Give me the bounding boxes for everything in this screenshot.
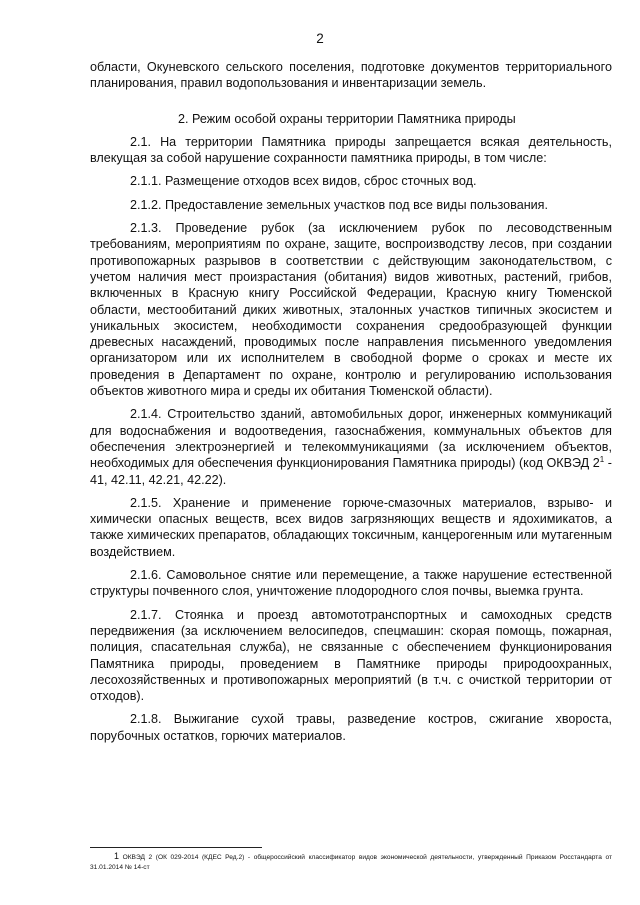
page-number: 2 [316, 31, 324, 46]
footnote [90, 851, 612, 873]
paragraph-2-1-2: 2.1.2. Предоставление земельных участков под все виды пользования. [130, 197, 549, 212]
document-body [90, 59, 612, 751]
footnote-reference: 1 [599, 455, 605, 465]
paragraph-continuation: области, Окуневского сельского поселения, подготовке документов территориального планирования, правил водопользования и инвентаризации земель. [90, 60, 612, 91]
paragraph-2-1-4 [90, 406, 612, 487]
paragraph-2-1-6: 2.1.6. Самовольное снятие или перемещение, а также нарушение естественной структуры почвенного слоя, уничтожение плодородного слоя почвы, выемка грунта. [90, 568, 612, 599]
footnote-separator [90, 847, 262, 848]
paragraph-2-1-5: 2.1.5. Хранение и применение горюче-смазочных материалов, взрыво- и химически опасных веществ, всех видов загрязняющих веществ и ядохимикатов, а также химических препаратов, обладающих токсичным, канцерогенным или мутагенным воздействием. [90, 495, 612, 559]
footnote-text: ОКВЭД 2 (ОК 029-2014 (КДЕС Ред.2) - общероссийский классификатор видов экономической деятельности, утвержденный Приказом Росстандарта от 31.01.2014 № 14-ст [90, 854, 612, 871]
paragraph-2-1-1: 2.1.1. Размещение отходов всех видов, сброс сточных вод. [130, 174, 477, 189]
paragraph-2-1-3: 2.1.3. Проведение рубок (за исключением рубок по лесоводственным требованиям, мероприятиям по охране, защите, воспроизводству лесов, при создании противопожарных разрывов в соответствии с действующим законодательством, с учетом наличия мест произрастания (обитания) видов животных, растений, грибов, включенных в Красную книгу Российской Федерации, Красную книгу Тюменской области, местообитаний диких животных, эталонных участков типичных экосистем и уникальных экосистем, необходимости сохранения средообразующей функции древесных насаждений, проводимых после направления письменного уведомления организатором или их исполнителем в свободной форме о сроках и месте их проведения в Департамент по охране, контролю и регулированию использования объектов животного мира и среды их обитания Тюменской области). [90, 221, 612, 399]
paragraph-2-1-4-text: 2.1.4. Строительство зданий, автомобильных дорог, инженерных коммуникаций для водоснабжения и водоотведения, газоснабжения, коммунальных объектов для обеспечения электроэнергией и телекоммуникациями (за исключением объектов, необходимых для обеспечения функционирования Памятника природы) (код ОКВЭД 2 [90, 407, 612, 471]
footnote-mark: 1 [114, 851, 120, 861]
paragraph-2-1-8: 2.1.8. Выжигание сухой травы, разведение костров, сжигание хворостa, порубочных остатков, горючих материалов. [90, 712, 612, 743]
paragraph-2-1-7: 2.1.7. Стоянка и проезд автомототранспортных и самоходных средств передвижения (за исключением велосипедов, спецмашин: скорая помощь, пожарная, полиция, спасательная служба), не связанные с обеспечением функционирования Памятника природы, проведением в Памятнике природы природоохранных, лесохозяйственных и противопожарных мероприятий (в т.ч. с очисткой территории от отходов). [90, 607, 612, 704]
paragraph-2-1-4-text-end: - 41, 42.11, 42.21, 42.22). [90, 456, 612, 487]
paragraph-2-1: 2.1. На территории Памятника природы запрещается всякая деятельность, влекущая за собой нарушение сохранности памятника природы, в том числе: [90, 134, 612, 166]
section-heading: 2. Режим особой охраны территории Памятника природы [178, 111, 516, 126]
